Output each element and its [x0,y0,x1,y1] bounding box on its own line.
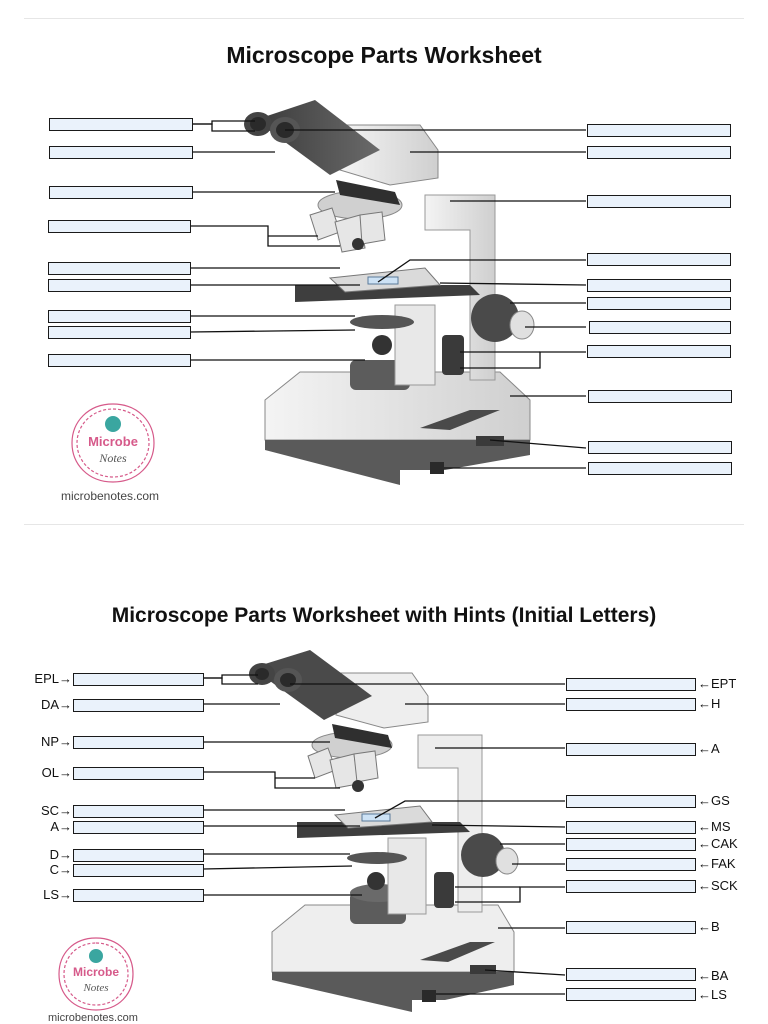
logo-word-notes: Notes [99,451,127,465]
hinted-blank-a-right[interactable] [566,743,696,756]
microbe-notes-logo [68,400,158,486]
logo-word-microbe: Microbe [88,434,138,449]
logo-word-notes-hinted: Notes [83,982,109,994]
blank-label-mechanical-stage[interactable] [587,279,731,292]
blank-label-glass-slide[interactable] [587,253,731,266]
worksheet-title: Microscope Parts Worksheet [226,42,542,68]
hinted-blank-b[interactable] [566,921,696,934]
bottom-divider [24,524,744,525]
hinted-worksheet-title: Microscope Parts Worksheet with Hints (Initial Letters) [111,604,657,627]
blank-label-light-source[interactable] [48,354,191,367]
hint-c: C→ [49,862,72,877]
blank-label-light-switch[interactable] [588,462,732,475]
hint-h: ←H [698,696,721,711]
hint-a-right: ←A [698,741,720,756]
microscope-drawing [244,100,534,485]
hint-sc: SC→ [40,803,72,818]
blank-label-base[interactable] [588,390,732,403]
blank-label-eyepiece-tube[interactable] [587,124,731,137]
hinted-blank-fak[interactable] [566,858,696,871]
hinted-blank-cak[interactable] [566,838,696,851]
blank-label-eyepiece-lens[interactable] [49,118,193,131]
hint-ol: OL→ [41,765,72,780]
logo-word-microbe-hinted: Microbe [72,965,120,979]
site-url-hinted: microbenotes.com [48,1012,138,1024]
hint-b: ←B [698,919,720,934]
blank-label-condenser[interactable] [48,326,191,339]
blank-label-coarse-adjustment-knob[interactable] [587,297,731,310]
hinted-blank-sc[interactable] [73,805,204,818]
hinted-blank-ol[interactable] [73,767,204,780]
hinted-blank-h[interactable] [566,698,696,711]
hint-ms: ←MS [698,819,731,834]
hinted-blank-d[interactable] [73,849,204,862]
hint-ls-left: LS→ [43,887,72,902]
blank-label-nosepiece[interactable] [49,186,193,199]
hinted-blank-ms[interactable] [566,821,696,834]
hint-fak: ←FAK [698,856,736,871]
hinted-blank-c[interactable] [73,864,204,877]
hinted-blank-ept[interactable] [566,678,696,691]
hinted-blank-a[interactable] [73,821,204,834]
hint-cak: ←CAK [698,836,738,851]
hint-np: NP→ [40,734,72,749]
blank-label-brightness-adjustment[interactable] [588,441,732,454]
hinted-blank-epl[interactable] [73,673,204,686]
hint-epl: EPL→ [34,671,72,686]
blank-label-arm[interactable] [587,195,731,208]
blank-label-aperture[interactable] [48,279,191,292]
hinted-blank-np[interactable] [73,736,204,749]
hint-gs: ←GS [698,793,730,808]
blank-label-stage-control-knobs[interactable] [587,345,731,358]
hinted-blank-ls-right[interactable] [566,988,696,1001]
hinted-blank-ba[interactable] [566,968,696,981]
blank-label-head[interactable] [587,146,731,159]
hint-ept: ←EPT [698,676,737,691]
hinted-blank-ls-left[interactable] [73,889,204,902]
hint-ls-right: ←LS [698,987,727,1002]
blank-label-objective-lenses[interactable] [48,220,191,233]
blank-label-fine-adjustment-knob[interactable] [589,321,731,334]
site-url: microbenotes.com [61,489,160,503]
blank-label-diopter-adjustment[interactable] [49,146,193,159]
microbe-notes-logo-hinted [55,934,137,1014]
hint-sck: ←SCK [698,878,738,893]
hinted-blank-gs[interactable] [566,795,696,808]
hinted-worksheet-panel [0,560,768,1024]
blank-label-specimen-clip[interactable] [48,262,191,275]
hint-a: A→ [50,819,72,834]
hint-da: DA→ [40,697,72,712]
blank-label-diaphragm[interactable] [48,310,191,323]
hint-ba: ←BA [698,968,729,983]
hinted-blank-da[interactable] [73,699,204,712]
hint-d: D→ [49,847,72,862]
hinted-blank-sck[interactable] [566,880,696,893]
